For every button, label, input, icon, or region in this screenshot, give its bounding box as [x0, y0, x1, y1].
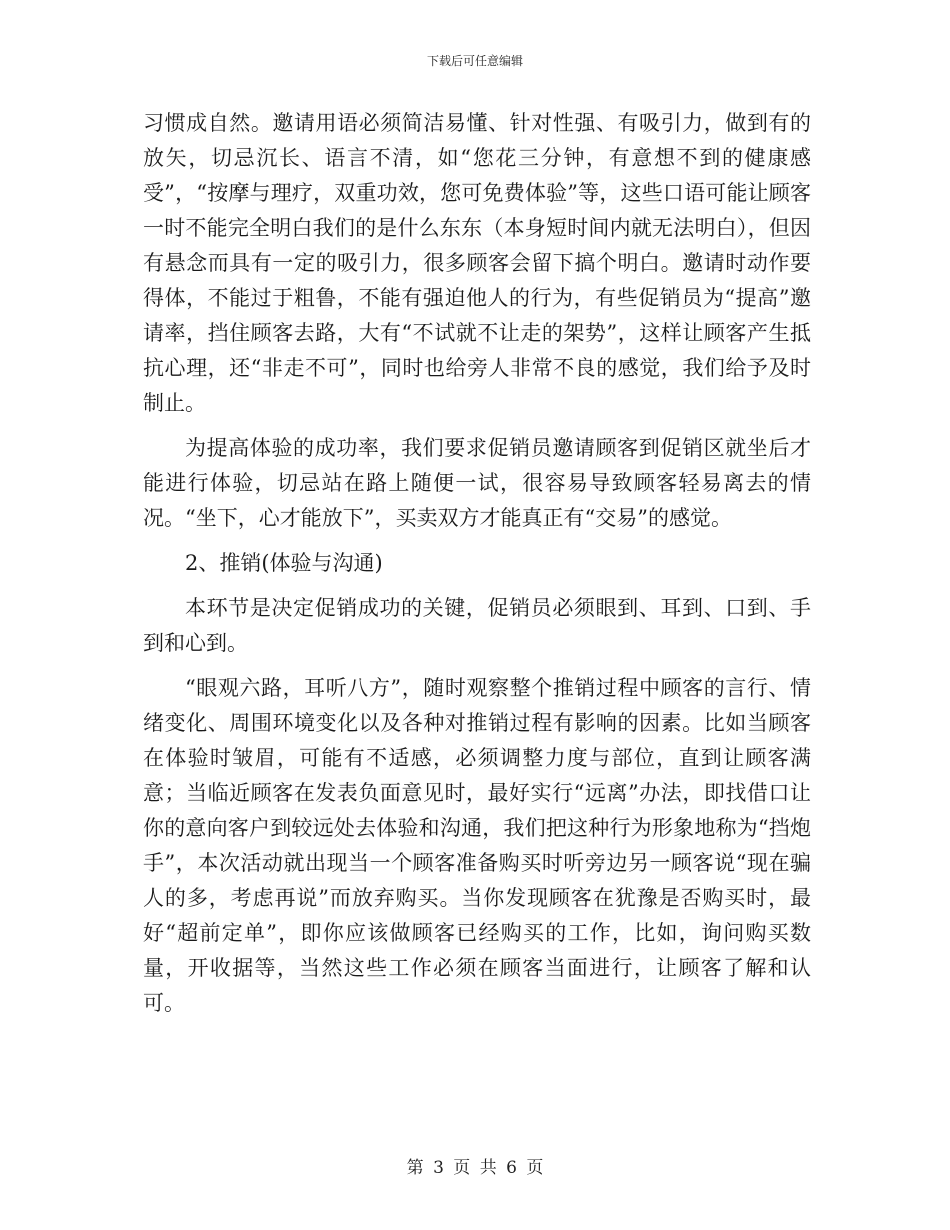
page-header: 下载后可任意编辑 — [426, 54, 523, 68]
paragraph-success-rate: 为提高体验的成功率，我们要求促销员邀请顾客到促销区就坐后才能进行体验，切忌站在路上随便一试，很容易导致顾客轻易离去的情况。“坐下，心才能放下”，买卖双方才能真正有“交易”的感觉。 — [143, 436, 811, 530]
document-body — [143, 106, 811, 1031]
page-number: 第 3 页 共 6 页 — [406, 1158, 544, 1178]
section-heading: 2、推销(体验与沟通) — [185, 551, 383, 575]
paragraph-invitation: 习惯成自然。邀请用语必须简洁易懂、针对性强、有吸引力，做到有的放矢，切忌沉长、语言不清，如“您花三分钟，有意想不到的健康感受”，“按摩与理疗，双重功效，您可免费体验”等，这些口语可能让顾客一时不能完全明白我们的是什么东东（本身短时间内就无法明白），但因有悬念而具有一定的吸引力，很多顾客会留下搞个明白。邀请时动作要得体，不能过于粗鲁，不能有强迫他人的行为，有些促销员为“提高”邀请率，挡住顾客去路，大有“不试就不让走的架势”，这样让顾客产生抵抗心理，还“非走不可”，同时也给旁人非常不良的感觉，我们给予及时制止。 — [143, 111, 811, 415]
paragraph-key-step: 本环节是决定促销成功的关键，促销员必须眼到、耳到、口到、手到和心到。 — [143, 596, 811, 655]
paragraph-observation: “眼观六路，耳听八方”，随时观察整个推销过程中顾客的言行、情绪变化、周围环境变化以及各种对推销过程有影响的因素。比如当顾客在体验时皱眉，可能有不适感，必须调整力度与部位，直到让顾客满意；当临近顾客在发表负面意见时，最好实行“远离”办法，即找借口让你的意向客户到较远处去体验和沟通，我们把这种行为形象地称为“挡炮手”，本次活动就出现当一个顾客准备购买时听旁边另一顾客说“现在骗人的多，考虑再说”而放弃购买。当你发现顾客在犹豫是否购买时，最好“超前定单”，即你应该做顾客已经购买的工作，比如，询问购买数量，开收据等，当然这些工作必须在顾客当面进行，让顾客了解和认可。 — [143, 676, 811, 1015]
